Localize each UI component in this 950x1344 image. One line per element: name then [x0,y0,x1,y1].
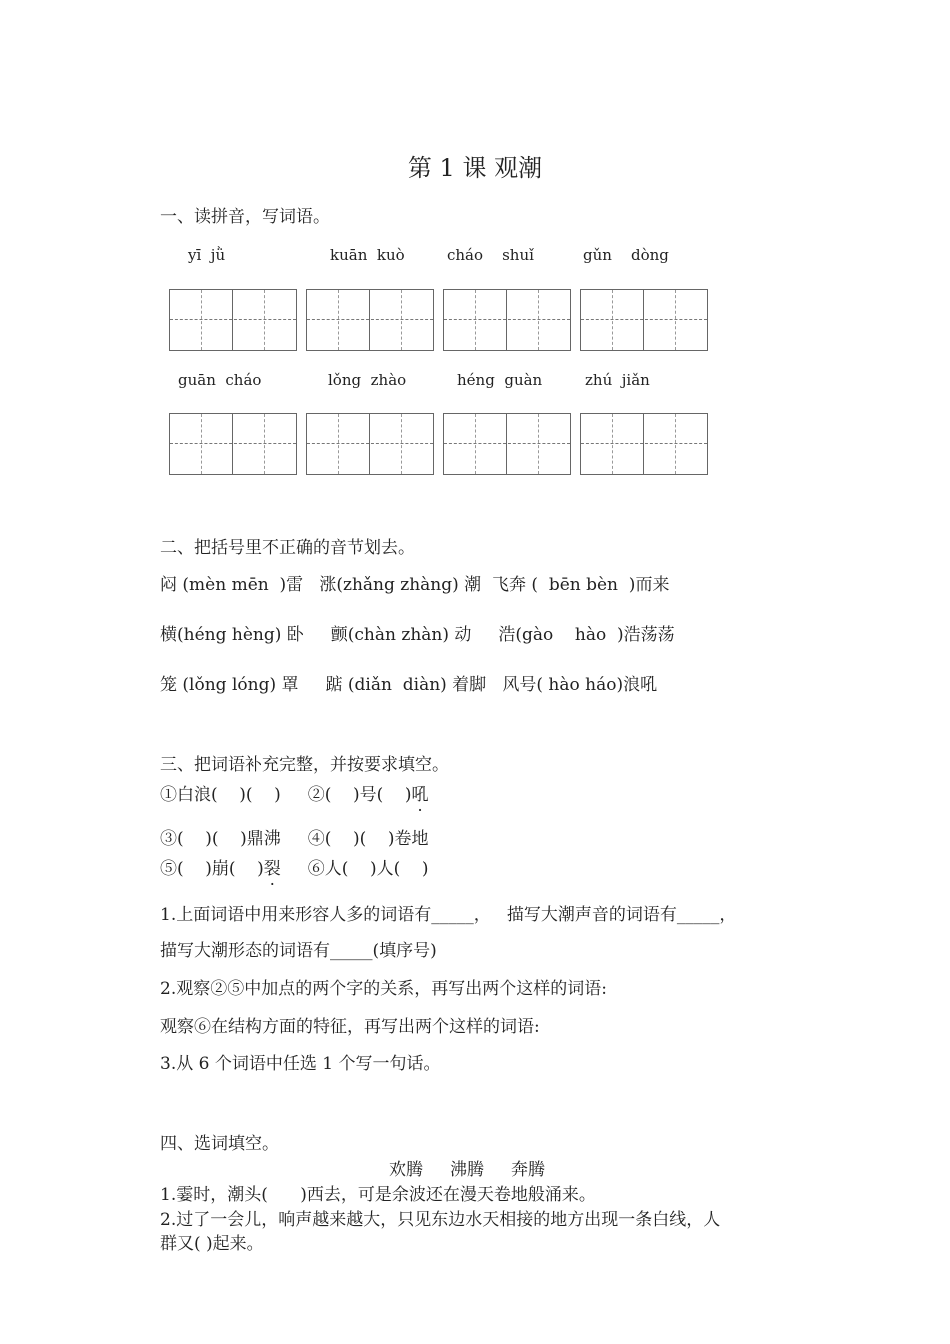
pinyin-1: yī jǜ [188,246,226,264]
question-1-line-1: 1.上面词语中用来形容人多的词语有_____， 描写大潮声音的词语有_____， [160,905,737,925]
page-title: 第 1 课 观潮 [407,154,543,182]
fill-question-2-line-2: 群又( )起来。 [160,1234,264,1254]
word-choices: 欢腾 沸腾 奔腾 [389,1160,546,1180]
fill-question-2-line-1: 2.过了一会儿，响声越来越大，只见东边水天相接的地方出现一条白线，人 [160,1210,721,1230]
writing-grid-8[interactable] [580,413,708,475]
fill-question-1: 1.霎时，潮头( )西去，可是余波还在漫天卷地般涌来。 [160,1185,596,1205]
pinyin-3: cháo shuǐ [447,246,534,264]
idiom-line-3-text-b: ⑥人( )人( ) [280,859,429,879]
pinyin-6: lǒng zhào [328,371,407,389]
pinyin-4: gǔn dòng [583,246,669,264]
pinyin-2: kuān kuò [330,246,405,264]
pinyin-5: guān cháo [178,371,262,389]
writing-grid-2[interactable] [306,289,434,351]
question-2-line-2: 观察⑥在结构方面的特征，再写出两个这样的词语: [160,1017,540,1037]
idiom-line-3 [160,854,429,879]
dotted-char-hou: 吼 [411,785,429,805]
question-1-line-2: 描写大潮形态的词语有_____(填序号) [160,941,437,961]
section-3-heading: 三、把词语补充完整，并按要求填空。 [160,755,449,775]
writing-grid-7[interactable] [443,413,571,475]
pronunciation-line-3: 笼 (lǒng lóng) 罩 踮 (diǎn diàn) 着脚 风号( hào háo)浪吼 [160,675,658,695]
pinyin-8: zhú jiǎn [585,371,650,389]
section-2-heading: 二、把括号里不正确的音节划去。 [160,538,415,558]
pinyin-7: héng guàn [457,371,543,389]
pronunciation-line-1: 闷 (mèn mēn )雷 涨(zhǎng zhàng) 潮 飞奔 ( bēn bèn )而来 [160,575,670,595]
question-3: 3.从 6 个词语中任选 1 个写一句话。 [160,1054,441,1074]
section-4-heading: 四、选词填空。 [160,1134,279,1154]
writing-grid-4[interactable] [580,289,708,351]
idiom-line-2: ③( )( )鼎沸 ④( )( )卷地 [160,829,429,849]
writing-grid-6[interactable] [306,413,434,475]
writing-grid-5[interactable] [169,413,297,475]
idiom-line-1 [160,780,429,805]
writing-grid-3[interactable] [443,289,571,351]
section-1-heading: 一、读拼音，写词语。 [160,207,330,227]
question-2-line-1: 2.观察②⑤中加点的两个字的关系，再写出两个这样的词语: [160,979,607,999]
dotted-char-lie: 裂 [263,859,281,879]
pronunciation-line-2: 横(héng hèng) 卧 颤(chàn zhàn) 动 浩(gào hào )浩荡荡 [160,625,675,645]
idiom-line-1-text: ①白浪( )( ) ②( )号( ) [160,785,412,805]
writing-grid-1[interactable] [169,289,297,351]
idiom-line-3-text-a: ⑤( )崩( ) [160,859,264,879]
